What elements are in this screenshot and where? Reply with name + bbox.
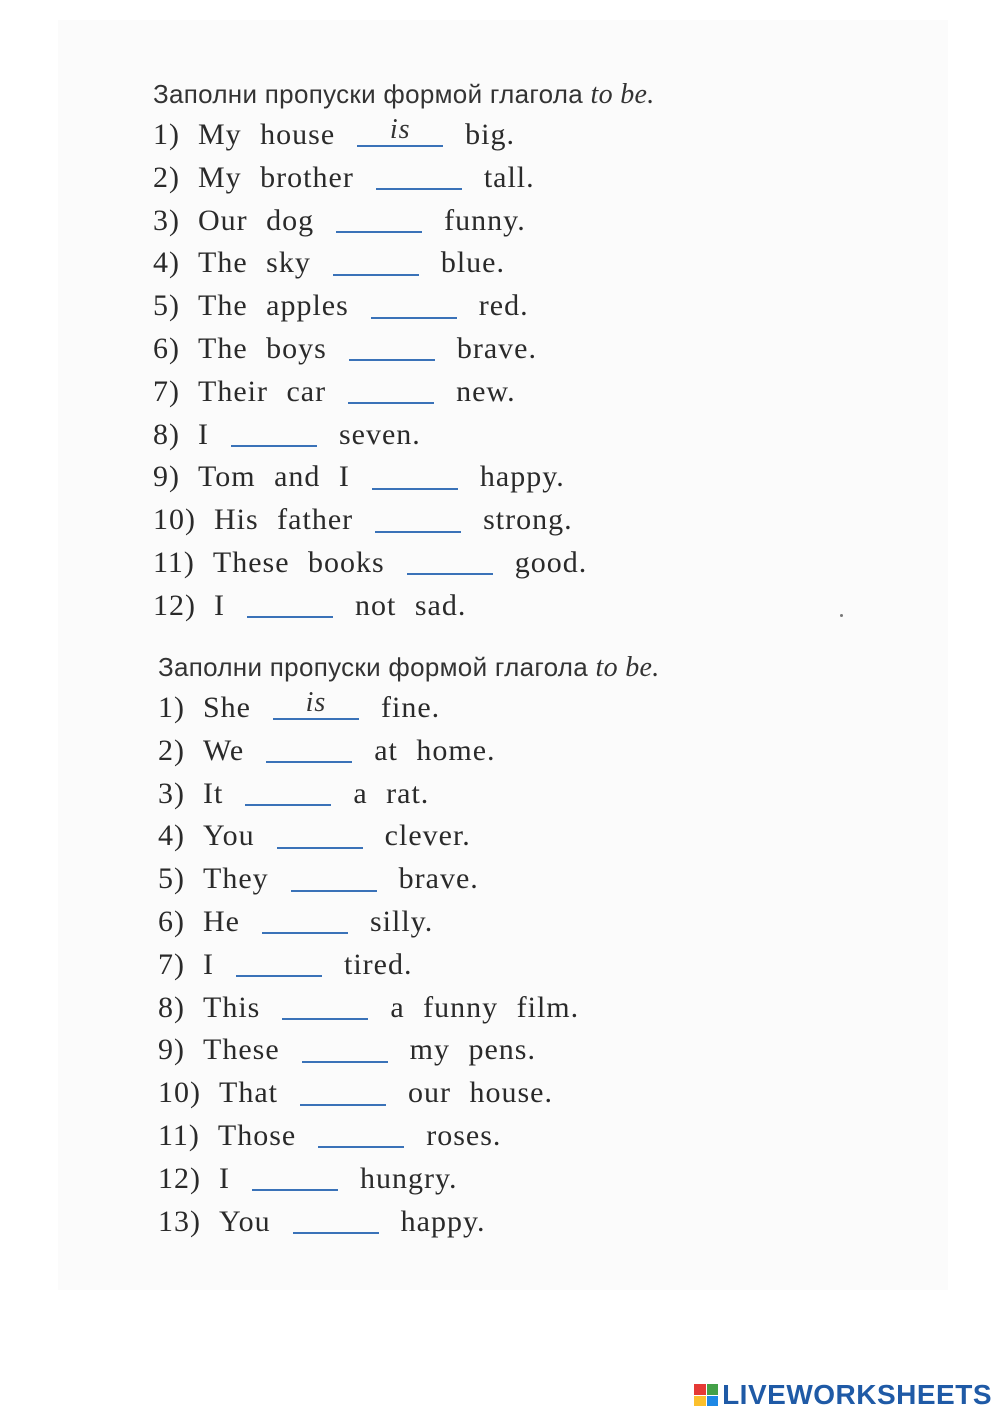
sentence-end: tired.: [344, 947, 413, 981]
sentence-end: a funny film.: [390, 990, 580, 1024]
sentence-start: The boys: [198, 331, 327, 365]
sentence-start: These books: [212, 545, 385, 579]
sentence-end: at home.: [374, 733, 496, 767]
sentence-start: She: [203, 691, 251, 724]
item-number: 7): [153, 374, 180, 408]
exercise-section-2: [158, 647, 660, 1243]
liveworksheets-logo: [694, 1379, 992, 1411]
exercise-heading: Заполни пропуски формой глагола to be.: [153, 79, 655, 110]
exercise-item: [158, 1029, 660, 1072]
sentence-end: fine.: [381, 691, 441, 724]
item-number: 11): [153, 545, 195, 579]
sentence-start: His father: [214, 503, 354, 537]
item-number: 4): [158, 819, 185, 853]
exercise-item: [153, 371, 655, 414]
exercise-item: [158, 944, 660, 987]
item-number: 12): [158, 1161, 201, 1195]
exercise-item: [153, 542, 655, 585]
item-number: 6): [158, 904, 185, 938]
answer-blank[interactable]: [333, 244, 419, 276]
sentence-start: The sky: [198, 246, 311, 280]
answer-blank[interactable]: [293, 1202, 379, 1234]
sentence-start: These: [203, 1033, 280, 1067]
logo-text: LIVEWORKSHEETS: [722, 1379, 992, 1410]
sentence-end: big.: [465, 118, 516, 151]
exercise-item: [158, 773, 660, 816]
exercise-item: [153, 456, 655, 499]
answer-blank[interactable]: [231, 415, 317, 447]
sentence-start: I: [214, 588, 225, 622]
sentence-start: My brother: [198, 160, 354, 194]
exercise-item: [153, 242, 655, 285]
item-number: 10): [158, 1076, 201, 1110]
exercise-item: [153, 414, 655, 457]
item-number: 8): [158, 990, 185, 1024]
exercise-item: [153, 585, 655, 628]
sentence-start: That: [219, 1076, 278, 1110]
sentence-end: seven.: [339, 417, 421, 451]
answer-blank[interactable]: [245, 774, 331, 806]
item-number: 4): [153, 246, 180, 280]
sentence-start: I: [203, 947, 214, 981]
item-number: 3): [153, 203, 180, 237]
exercise-item: [158, 1201, 660, 1244]
answer-blank[interactable]: [375, 501, 461, 533]
sentence-end: my pens.: [409, 1033, 536, 1067]
sentence-start: They: [203, 862, 269, 896]
exercise-item: [153, 499, 655, 542]
sentence-end: hungry.: [360, 1161, 458, 1195]
item-number: 2): [158, 733, 185, 767]
answer-blank[interactable]: [302, 1031, 388, 1063]
sentence-end: red.: [478, 289, 529, 323]
exercise-item: [153, 114, 655, 157]
exercise-item: [158, 730, 660, 773]
sentence-start: Tom and I: [198, 460, 350, 494]
sentence-end: blue.: [440, 246, 505, 280]
logo-mark-icon: [694, 1384, 718, 1406]
item-number: 6): [153, 331, 180, 365]
sentence-end: roses.: [426, 1118, 502, 1152]
item-number: 5): [158, 862, 185, 896]
answer-blank[interactable]: [376, 158, 462, 190]
sentence-start: Our dog: [198, 203, 315, 237]
exercise-item: [158, 1158, 660, 1201]
item-number: 1): [158, 691, 185, 724]
answer-blank[interactable]: [266, 731, 352, 763]
answer-blank[interactable]: [262, 902, 348, 934]
answer-blank[interactable]: is: [357, 115, 443, 147]
item-number: 2): [153, 160, 180, 194]
sentence-end: good.: [514, 545, 588, 579]
sentence-start: The apples: [198, 289, 349, 323]
answer-blank[interactable]: [349, 329, 435, 361]
exercise-item: [158, 858, 660, 901]
sentence-start: Their car: [198, 374, 327, 408]
sentence-start: He: [203, 904, 240, 938]
sentence-end: strong.: [483, 503, 573, 537]
exercise-item: [153, 200, 655, 243]
sentence-start: My house: [198, 118, 336, 151]
answer-blank[interactable]: [277, 817, 363, 849]
item-number: 8): [153, 417, 180, 451]
sentence-start: I: [219, 1161, 230, 1195]
exercise-item: [158, 687, 660, 730]
answer-blank[interactable]: [247, 586, 333, 618]
answer-blank[interactable]: [407, 543, 493, 575]
sentence-start: It: [203, 776, 224, 810]
sentence-end: clever.: [384, 819, 471, 853]
sentence-end: not sad.: [355, 588, 467, 622]
answer-blank[interactable]: is: [273, 688, 359, 720]
exercise-item: [153, 285, 655, 328]
exercise-heading: Заполни пропуски формой глагола to be.: [158, 652, 660, 683]
sentence-end: brave.: [398, 862, 479, 896]
scan-speck: [840, 614, 843, 617]
exercise-item: [158, 1115, 660, 1158]
exercise-item: [158, 901, 660, 944]
item-number: 10): [153, 503, 196, 537]
item-number: 12): [153, 588, 196, 622]
answer-blank[interactable]: [300, 1074, 386, 1106]
sentence-end: happy.: [400, 1204, 486, 1238]
exercise-item: [153, 328, 655, 371]
sentence-end: funny.: [444, 203, 526, 237]
answer-blank[interactable]: [371, 287, 457, 319]
item-number: 3): [158, 776, 185, 810]
sentence-start: You: [219, 1204, 271, 1238]
sentence-end: a rat.: [353, 776, 430, 810]
answer-blank[interactable]: [282, 988, 368, 1020]
sentence-end: happy.: [479, 460, 565, 494]
item-number: 5): [153, 289, 180, 323]
exercise-item: [158, 987, 660, 1030]
answer-blank[interactable]: [252, 1159, 338, 1191]
sentence-start: You: [203, 819, 255, 853]
sentence-end: tall.: [483, 160, 535, 194]
item-number: 13): [158, 1204, 201, 1238]
sentence-start: This: [203, 990, 261, 1024]
sentence-start: We: [203, 733, 245, 767]
item-number: 11): [158, 1118, 200, 1152]
exercise-item: [158, 815, 660, 858]
item-number: 9): [158, 1033, 185, 1067]
item-number: 1): [153, 118, 180, 151]
sentence-end: new.: [456, 374, 516, 408]
answer-blank[interactable]: [348, 372, 434, 404]
sentence-end: brave.: [456, 331, 537, 365]
answer-blank[interactable]: [236, 945, 322, 977]
sentence-end: our house.: [407, 1076, 553, 1110]
exercise-item: [153, 157, 655, 200]
exercise-item: [158, 1072, 660, 1115]
answer-blank[interactable]: [336, 201, 422, 233]
sentence-end: silly.: [369, 904, 434, 938]
item-number: 7): [158, 947, 185, 981]
sentence-start: I: [198, 417, 209, 451]
exercise-section-1: [153, 74, 655, 628]
sentence-start: Those: [217, 1118, 297, 1152]
answer-blank[interactable]: [372, 458, 458, 490]
answer-blank[interactable]: [318, 1116, 404, 1148]
answer-blank[interactable]: [291, 860, 377, 892]
item-number: 9): [153, 460, 180, 494]
